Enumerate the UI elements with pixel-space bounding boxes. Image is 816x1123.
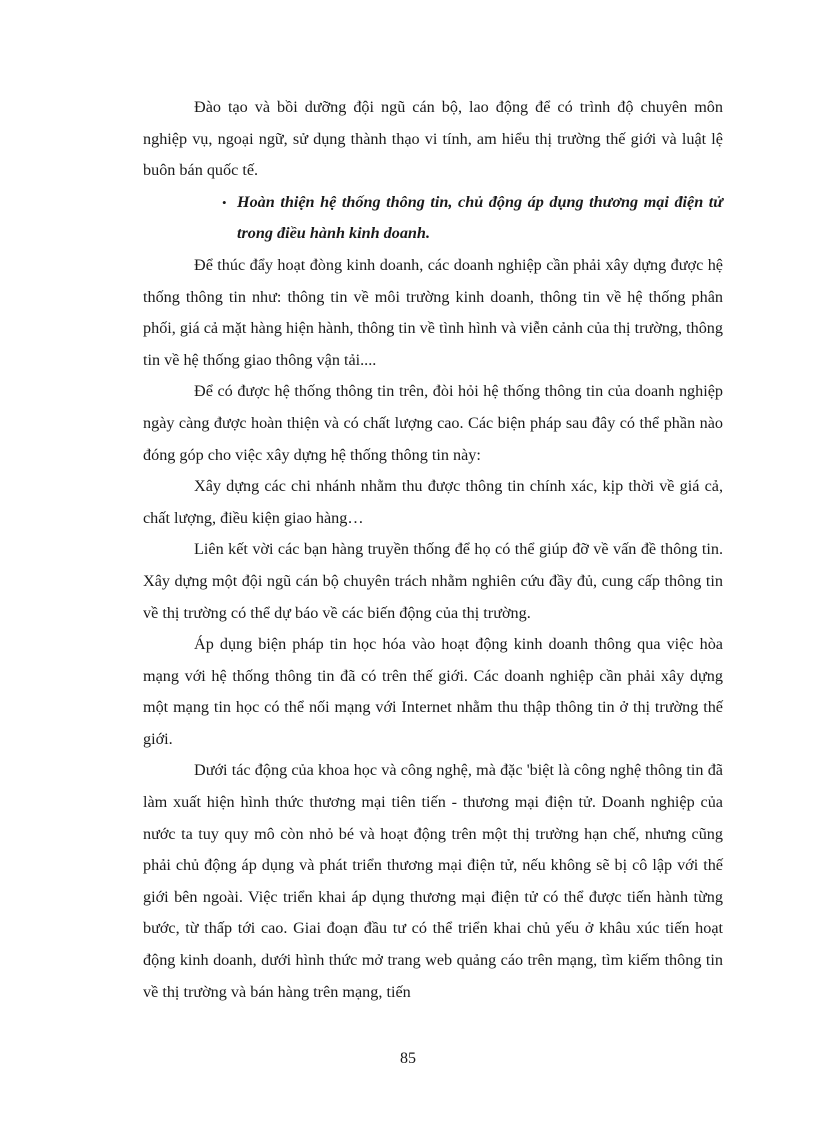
bullet-icon: • xyxy=(222,194,227,210)
paragraph-computerization: Áp dụng biện pháp tin học hóa vào hoạt động kinh doanh thông qua việc hòa mạng với hệ thống thông tin đã có trên thế giới. Các doanh nghiệp cần phải xây dựng một mạng tin học có thể nối mạng với Internet nhằm thu thập thông tin ở thị trường thế giới. xyxy=(143,635,723,748)
paragraph-ecommerce: Dưới tác động của khoa học và công nghệ, mà đặc 'biệt là công nghệ thông tin đã làm xuất hiện hình thức thương mại tiên tiến - thương mại điện tử. Doanh nghiệp của nước ta tuy quy mô còn nhỏ bé và hoạt động trên một thị trường hạn chế, nhưng cũng phải chủ động áp dụng và phát triển thương mại điện tử, nếu không sẽ bị cô lập với thế giới bên ngoài. Việc triển khai áp dụng thương mại điện tử có thể được tiến hành từng bước, từ thấp tới cao. Giai đoạn đầu tư có thể triển khai chủ yếu ở khâu xúc tiến hoạt động kinh doanh, dưới hình thức mở trang web quảng cáo trên mạng, tìm kiếm thông tin về thị trường và bán hàng trên mạng, tiến xyxy=(143,761,723,1001)
paragraph-partners: Liên kết vời các bạn hàng truyền thống để họ có thể giúp đỡ về vấn đề thông tin. Xây dựng một đội ngũ cán bộ chuyên trách nhằm nghiên cứu đầy đủ, cung cấp thông tin về thị trường có thể dự báo về các biến động của thị trường. xyxy=(143,540,723,622)
page-number: 85 xyxy=(400,1050,416,1067)
paragraph-quality: Để có được hệ thống thông tin trên, đòi hỏi hệ thống thông tin của doanh nghiệp ngày càng được hoàn thiện và có chất lượng cao. Các biện pháp sau đây có thể phần nào đóng góp cho việc xây dựng hệ thống thông tin này: xyxy=(143,382,723,464)
paragraph-training: Đào tạo và bồi dưỡng đội ngũ cán bộ, lao động để có trình độ chuyên môn nghiệp vụ, ngoại ngữ, sử dụng thành thạo vi tính, am hiểu thị trường thế giới và luật lệ buôn bán quốc tế. xyxy=(143,98,723,180)
body-text xyxy=(143,92,723,1008)
paragraph-branches: Xây dựng các chi nhánh nhằm thu được thông tin chính xác, kịp thời về giá cả, chất lượng, điều kiện giao hàng… xyxy=(143,477,723,527)
section-heading-text: Hoàn thiện hệ thống thông tin, chủ động áp dụng thương mại điện tử trong điều hành kinh doanh. xyxy=(237,192,723,243)
paragraph-information-system: Để thúc đẩy hoạt đòng kinh doanh, các doanh nghiệp cần phải xây dựng được hệ thống thông tin như: thông tin về môi trường kinh doanh, thông tin về hệ thống phân phối, giá cả mặt hàng hiện hành, thông tin về tình hình và viễn cảnh của thị trường, thông tin về hệ thống giao thông vận tải.... xyxy=(143,255,723,369)
section-heading xyxy=(143,187,723,250)
